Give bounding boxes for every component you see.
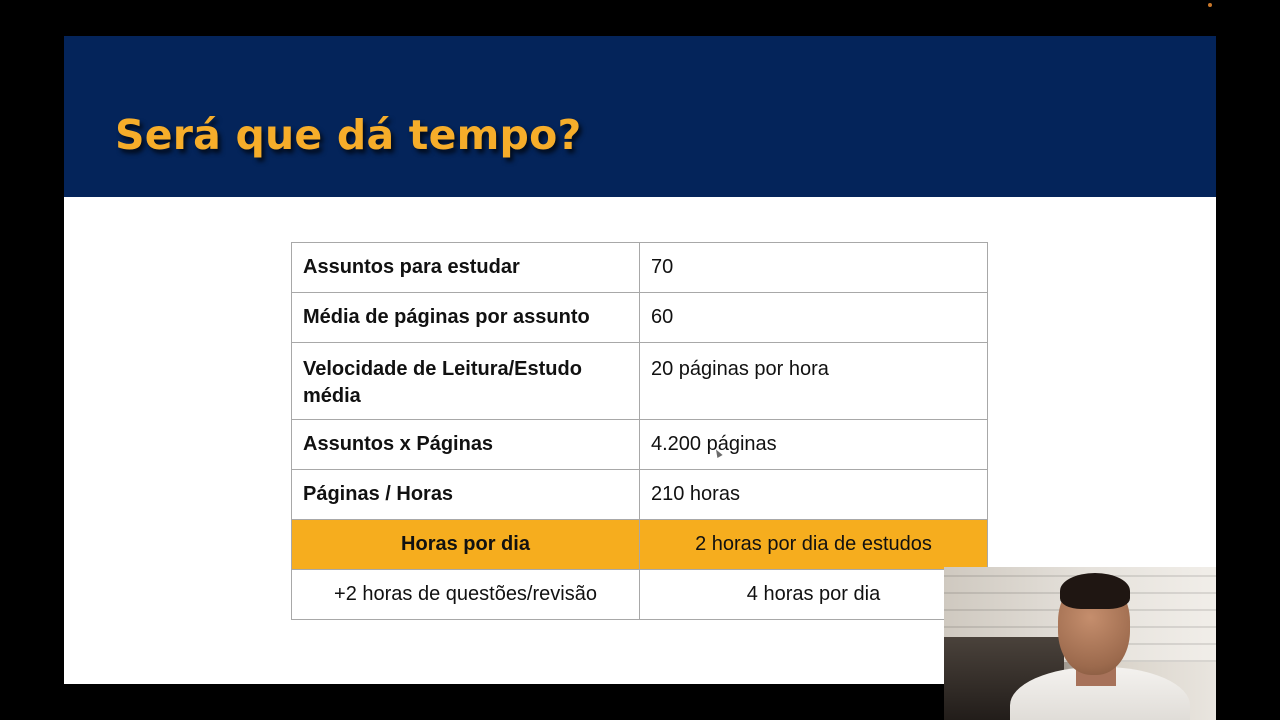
row-label: +2 horas de questões/revisão — [292, 570, 640, 620]
slide-title: Será que dá tempo? — [115, 111, 582, 159]
table-row — [292, 343, 988, 420]
row-value: 4.200 páginas — [640, 420, 988, 470]
row-label: Média de páginas por assunto — [292, 293, 640, 343]
recording-indicator — [1208, 3, 1212, 7]
row-label: Páginas / Horas — [292, 470, 640, 520]
row-label: Horas por dia — [292, 520, 640, 570]
presenter-hair — [1060, 573, 1130, 609]
row-value: 20 páginas por hora — [640, 343, 988, 420]
table-row — [292, 293, 988, 343]
table-row — [292, 243, 988, 293]
row-value: 4 horas por dia — [640, 570, 988, 620]
row-label: Assuntos x Páginas — [292, 420, 640, 470]
row-value: 2 horas por dia de estudos — [640, 520, 988, 570]
row-value: 70 — [640, 243, 988, 293]
highlighted-row — [292, 520, 988, 570]
row-value: 60 — [640, 293, 988, 343]
study-time-table — [291, 242, 988, 620]
row-label: Velocidade de Leitura/Estudo média — [292, 343, 640, 420]
row-label: Assuntos para estudar — [292, 243, 640, 293]
row-value: 210 horas — [640, 470, 988, 520]
table-row — [292, 570, 988, 620]
webcam-overlay — [944, 567, 1216, 720]
table-row — [292, 420, 988, 470]
table-row — [292, 470, 988, 520]
slide-header — [64, 36, 1216, 197]
